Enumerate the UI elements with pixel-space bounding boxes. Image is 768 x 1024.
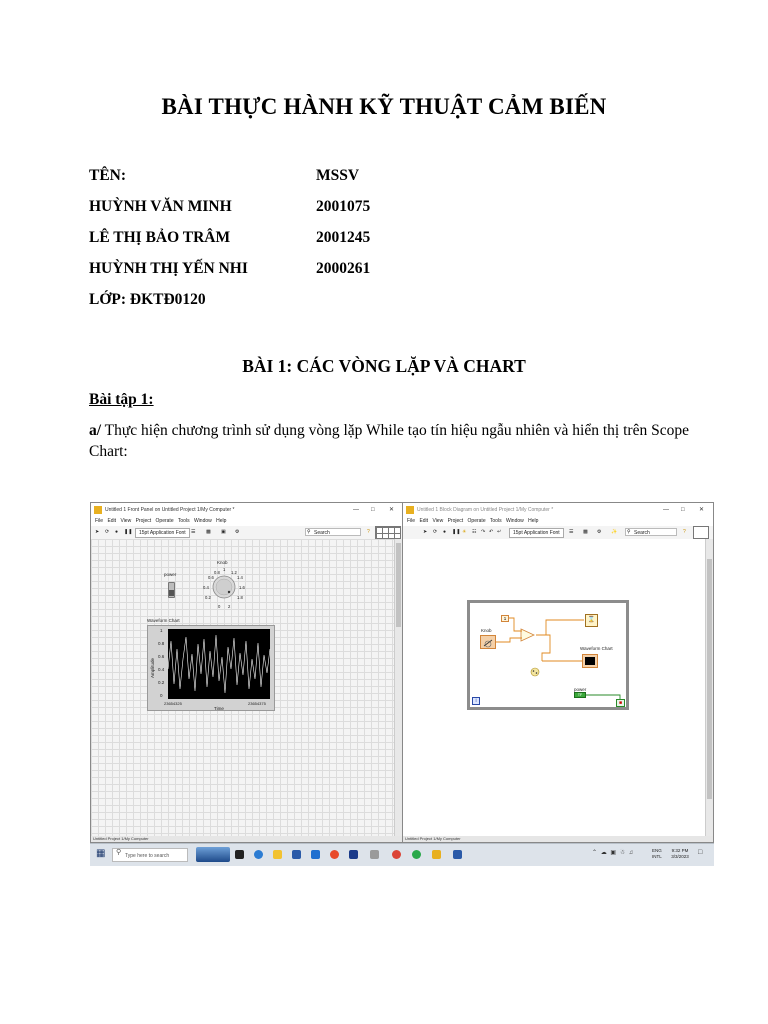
reorder-icon[interactable]: ⚙ — [235, 529, 240, 535]
knob-control[interactable] — [194, 566, 254, 609]
class-line: LỚP: ĐKTĐ0120 — [89, 291, 206, 308]
abort-icon[interactable]: ● — [115, 529, 119, 535]
block-diagram-title: Untitled 1 Block Diagram on Untitled Project 1/My Computer * — [417, 507, 554, 513]
align-icon[interactable]: ☰ — [569, 529, 574, 535]
scrollbar-thumb[interactable] — [396, 543, 401, 627]
font-selector[interactable]: 15pt Application Font — [135, 528, 190, 538]
search-icon: ⚲ — [116, 849, 122, 856]
waveform-chart-terminal[interactable] — [582, 654, 598, 668]
name-header: TÊN: — [89, 167, 127, 184]
knob-tick: 2 — [228, 604, 231, 609]
close-icon[interactable]: ✕ — [389, 507, 395, 513]
front-panel-statusbar: Untitled Project 1/My Computer — [91, 836, 402, 842]
student-name: HUỲNH THỊ YẾN NHI — [89, 260, 248, 277]
mail-icon[interactable] — [311, 850, 320, 859]
block-diagram-window — [402, 502, 714, 843]
block-diagram-menubar[interactable]: File Edit View Project Operate Tools Window Help — [407, 518, 539, 524]
search-input[interactable]: Search — [625, 528, 677, 536]
exercise-paragraph — [89, 420, 689, 462]
y-tick: 0.2 — [158, 680, 165, 685]
language-indicator[interactable] — [652, 848, 662, 860]
knob-tick: 1.6 — [239, 585, 245, 590]
windows-taskbar — [90, 843, 714, 866]
waveform-chart[interactable] — [147, 625, 275, 711]
numeric-constant[interactable]: 1 — [501, 615, 509, 622]
waveform-trace — [168, 629, 270, 699]
firefox-icon[interactable] — [330, 850, 339, 859]
front-panel-menubar[interactable]: File Edit View Project Operate Tools Window Help — [95, 518, 227, 524]
run-continuous-icon[interactable]: ⟳ — [105, 529, 110, 535]
knob-tick: 1.8 — [237, 595, 243, 600]
taskbar-search-input[interactable]: Type here to search — [112, 848, 188, 862]
front-panel-title: Untitled 1 Front Panel on Untitled Project 1/My Computer * — [105, 507, 235, 513]
pause-icon[interactable]: ❚❚ — [124, 529, 133, 535]
knob-tick: 1 — [223, 567, 226, 572]
y-tick: 0.6 — [158, 654, 165, 659]
block-diagram-titlebar — [403, 503, 713, 517]
knob-tick: 1.2 — [231, 570, 237, 575]
knob-tick: 0.2 — [205, 595, 211, 600]
block-diagram-scrollbar[interactable] — [705, 539, 713, 836]
maximize-icon[interactable]: □ — [371, 507, 375, 513]
cleanup-icon[interactable]: ✨ — [611, 529, 618, 535]
section-title: BÀI 1: CÁC VÒNG LẶP VÀ CHART — [242, 356, 526, 376]
labview-icon — [406, 506, 414, 514]
dropbox-icon[interactable] — [349, 850, 358, 859]
exercise-label: Bài tập 1: — [89, 391, 154, 408]
waveform-plot-area — [168, 629, 270, 699]
knob-terminal-label: Knob — [481, 628, 492, 633]
knob-tick: 0.6 — [208, 575, 214, 580]
power-terminal[interactable]: TF — [574, 692, 586, 698]
y-tick: 1 — [160, 628, 163, 633]
para-text: Thực hiện chương trình sử dụng vòng lặp While tạo tín hiệu ngẫu nhiên và hiển thị trên Scope Chart: — [89, 422, 689, 460]
x-start-label: 23654325 — [164, 701, 182, 706]
notification-icon[interactable]: □ — [698, 849, 703, 856]
student-mssv: 2000261 — [316, 260, 371, 277]
front-panel-canvas — [91, 539, 395, 836]
y-tick: 0.8 — [158, 641, 165, 646]
chart-terminal-label: Waveform Chart — [580, 646, 613, 651]
windows-start-icon[interactable]: ▦ — [96, 848, 106, 859]
close-icon[interactable]: ✕ — [699, 507, 705, 513]
search-icon: ⚲ — [307, 529, 311, 535]
distribute-icon[interactable]: ▩ — [583, 529, 588, 535]
tray-icons[interactable]: ⌃ ☁ ▣ ☃ ♫ — [592, 850, 634, 856]
student-mssv: 2001075 — [316, 198, 371, 215]
para-prefix: a/ — [89, 422, 102, 439]
front-panel-toolbar — [91, 526, 402, 540]
student-name: HUỲNH VĂN MINH — [89, 198, 232, 215]
step-over-icon[interactable]: ↶ — [489, 529, 494, 535]
vi-icon — [375, 526, 401, 539]
student-name: LÊ THỊ BẢO TRÂM — [89, 229, 231, 246]
word-icon[interactable] — [453, 850, 462, 859]
knob-tick: 0.4 — [203, 585, 209, 590]
reorder-icon[interactable]: ⚙ — [597, 529, 602, 535]
knob-tick: 1.4 — [237, 575, 243, 580]
maximize-icon[interactable]: □ — [681, 507, 685, 513]
student-mssv: 2001245 — [316, 229, 371, 246]
weather-widget-icon[interactable] — [196, 847, 230, 862]
language-code: ENG — [652, 848, 662, 853]
x-end-label: 23654375 — [248, 701, 266, 706]
y-axis-label: Amplitude — [150, 657, 155, 678]
front-panel-window — [90, 502, 403, 843]
front-panel-titlebar — [91, 503, 402, 517]
task-view-icon[interactable] — [235, 850, 244, 859]
document-title: BÀI THỰC HÀNH KỸ THUẬT CẢM BIẾN — [161, 94, 607, 119]
font-selector[interactable]: 15pt Application Font — [509, 528, 564, 538]
knob-tick: 0.8 — [214, 570, 220, 575]
search-icon: ⚲ — [627, 529, 631, 535]
y-tick: 0 — [160, 693, 163, 698]
pause-icon[interactable]: ❚❚ — [452, 529, 461, 535]
file-explorer-icon[interactable] — [273, 850, 282, 859]
run-arrow-icon[interactable]: ➤ — [423, 529, 428, 535]
minimize-icon[interactable]: — — [353, 507, 359, 513]
iteration-terminal: i — [472, 697, 480, 705]
step-into-icon[interactable]: ↷ — [481, 529, 486, 535]
clock-date: 3/3/2023 — [671, 854, 689, 859]
edge-icon[interactable] — [254, 850, 263, 859]
highlight-icon[interactable]: ☀ — [462, 529, 467, 535]
clock-time: 9:32 PM — [671, 848, 689, 853]
abort-icon[interactable]: ● — [443, 529, 447, 535]
power-label: power — [164, 572, 177, 577]
x-axis-label: Time — [214, 706, 224, 711]
knob-label: Knob — [217, 560, 228, 565]
stop-condition-icon[interactable]: ■ — [616, 699, 625, 707]
mssv-header: MSSV — [316, 167, 360, 184]
random-number-icon[interactable] — [530, 664, 540, 674]
block-diagram-canvas — [403, 539, 706, 836]
while-loop[interactable] — [467, 600, 629, 710]
block-diagram-toolbar — [403, 526, 713, 540]
probe-icon[interactable]: ☷ — [472, 529, 477, 535]
store-icon[interactable] — [292, 850, 301, 859]
front-panel-scrollbar[interactable] — [394, 539, 402, 836]
help-icon[interactable]: ? — [683, 529, 686, 535]
knob-tick: 0 — [218, 604, 221, 609]
align-icon[interactable]: ☰ — [191, 529, 196, 535]
scrollbar-thumb[interactable] — [707, 559, 712, 799]
block-diagram-statusbar: Untitled Project 1/My Computer — [403, 836, 713, 842]
clock[interactable] — [668, 848, 692, 860]
app-icon[interactable] — [412, 850, 421, 859]
power-switch[interactable] — [168, 582, 175, 598]
wires — [470, 603, 630, 711]
resize-icon[interactable]: ▣ — [221, 529, 226, 535]
chrome-icon[interactable] — [392, 850, 401, 859]
minimize-icon[interactable]: — — [663, 507, 669, 513]
power-terminal-label: power — [574, 687, 587, 692]
wait-timer-icon[interactable]: ⌛ — [585, 614, 598, 627]
help-icon[interactable]: ? — [367, 529, 370, 535]
search-input[interactable]: Search — [305, 528, 361, 536]
waveform-chart-label: Waveform Chart — [147, 618, 180, 623]
run-arrow-icon[interactable]: ➤ — [95, 529, 100, 535]
step-out-icon[interactable]: ↵ — [497, 529, 502, 535]
app-icon[interactable] — [370, 850, 379, 859]
distribute-icon[interactable]: ▩ — [206, 529, 211, 535]
vi-icon — [693, 526, 709, 539]
labview-screenshot — [90, 502, 714, 865]
y-tick: 0.4 — [158, 667, 165, 672]
run-continuous-icon[interactable]: ⟳ — [433, 529, 438, 535]
region-code: INTL — [652, 854, 662, 859]
labview-taskbar-icon[interactable] — [432, 850, 441, 859]
labview-icon — [94, 506, 102, 514]
